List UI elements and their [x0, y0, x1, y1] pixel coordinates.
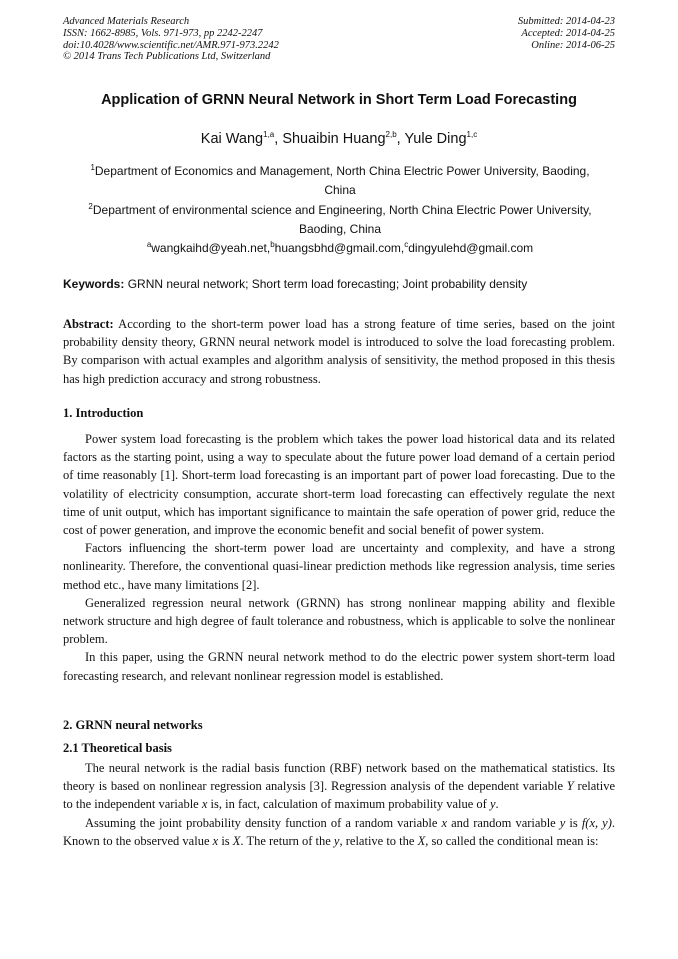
- section-heading: 1. Introduction: [63, 406, 144, 420]
- submitted-date: Submitted: 2014-04-23: [517, 16, 615, 27]
- accepted-date: Accepted: 2014-04-25: [521, 27, 615, 39]
- abstract-text: According to the short-term power load has a strong feature of time series, based on the joint probability density theory, GRNN neural network model is introduced to solve the load forecasting problem. By comparison with actual examples and algorithm analysis of sensitivity, the method proposed in this thesis has high prediction accuracy and strong robustness.: [63, 317, 615, 386]
- paragraph: Factors influencing the short-term power load are uncertainty and complexity, and have a strong nonlinearity. Therefore, the conventional quasi-linear prediction methods like regression analysis, time series method etc., have many limitations [2].: [63, 541, 615, 592]
- paper-title: Application of GRNN Neural Network in Short Term Load Forecasting: [101, 92, 577, 108]
- email-link[interactable]: wangkaihd@yeah.net,: [151, 241, 271, 255]
- affiliation-2: [80, 201, 600, 239]
- paragraph: Power system load forecasting is the problem which takes the power load historical data and its related factors as the starting point, using a way to speculate about the future power load demand of a certain period of time reasonably [1]. Short-term load forecasting is an important part of power load forecasting. Due to the volatility of electricity consumption, accurate short-term load forecasting can effectively regulate the next time of unit output, which has important significance to maintain the safe operation of power grid, reduce the cost of power generation, and improve the economic benefit and social benefit of power system.: [63, 432, 615, 538]
- section-body: [63, 759, 615, 850]
- author-list: Kai Wang$^{1,a}$, Shuaibin Huang$^{2,b}$, Yule Ding$^{1,c}$: [200, 130, 478, 147]
- section-heading: 2. GRNN neural networks: [63, 718, 203, 732]
- online-date: Online: 2014-06-25: [531, 39, 615, 51]
- keywords-text: GRNN neural network; Short term load forecasting; Joint probability density: [127, 277, 528, 291]
- journal-name: Advanced Materials Research: [63, 16, 190, 27]
- author-name: Kai Wang: [200, 131, 264, 147]
- issn-line: ISSN: 1662-8985, Vols. 971-973, pp 2242-2247: [63, 27, 263, 39]
- affiliation-1: [80, 162, 600, 200]
- copyright-line: © 2014 Trans Tech Publications Ltd, Switzerland: [63, 51, 271, 63]
- abstract: [63, 315, 615, 388]
- author-sup: 1,c: [466, 130, 478, 140]
- section-body: [63, 430, 615, 685]
- email-link[interactable]: dingyulehd@gmail.com: [408, 241, 534, 255]
- author-name: Shuaibin Huang: [282, 131, 386, 147]
- doi-line: doi:10.4028/www.scientific.net/AMR.971-973.2242: [63, 39, 279, 51]
- affiliation-text: Department of environmental science and Engineering, North China Electric Power University, Baoding, China: [92, 203, 592, 236]
- paragraph: Assuming the joint probability density function of a random variable x and random variable y is f(x, y). Known to the observed value x is X. The return of the y, relative to the X, so called the conditional mean is:: [63, 815, 616, 848]
- author-sup: 1,a: [263, 130, 275, 140]
- paragraph: In this paper, using the GRNN neural network method to do the electric power system short-term load forecasting research, and relevant nonlinear regression model is established.: [63, 650, 615, 683]
- email-sup: a: [146, 240, 152, 249]
- email-link[interactable]: huangsbhd@gmail.com,: [274, 241, 405, 255]
- author-sup: 2,b: [385, 130, 397, 140]
- subsection-heading: 2.1 Theoretical basis: [63, 741, 172, 755]
- author-name: Yule Ding: [404, 131, 467, 147]
- keywords: [63, 277, 615, 291]
- email-sup: c: [404, 240, 409, 249]
- dates-header: [518, 16, 615, 51]
- abstract-label: Abstract:: [63, 317, 114, 331]
- journal-header: [63, 16, 279, 63]
- email-sup: b: [270, 240, 275, 249]
- keywords-label: Keywords:: [63, 277, 125, 291]
- paragraph: The neural network is the radial basis function (RBF) network based on the mathematical statistics. Its theory is based on nonlinear regression analysis [3]. Regression analysis of the dependent variable Y relative to the independent variable x is, in fact, calculation of maximum probability value of y.: [63, 761, 616, 812]
- affiliation-sup: 1: [90, 163, 95, 172]
- email-line: [80, 239, 600, 258]
- affiliation-text: Department of Economics and Management, North China Electric Power University, Baoding, China: [94, 164, 590, 197]
- paragraph: Generalized regression neural network (GRNN) has strong nonlinear mapping ability and flexible network structure and high degree of fault tolerance and robustness, which is applicable to solve the nonlinear problem.: [63, 595, 615, 647]
- affiliation-sup: 2: [88, 202, 93, 211]
